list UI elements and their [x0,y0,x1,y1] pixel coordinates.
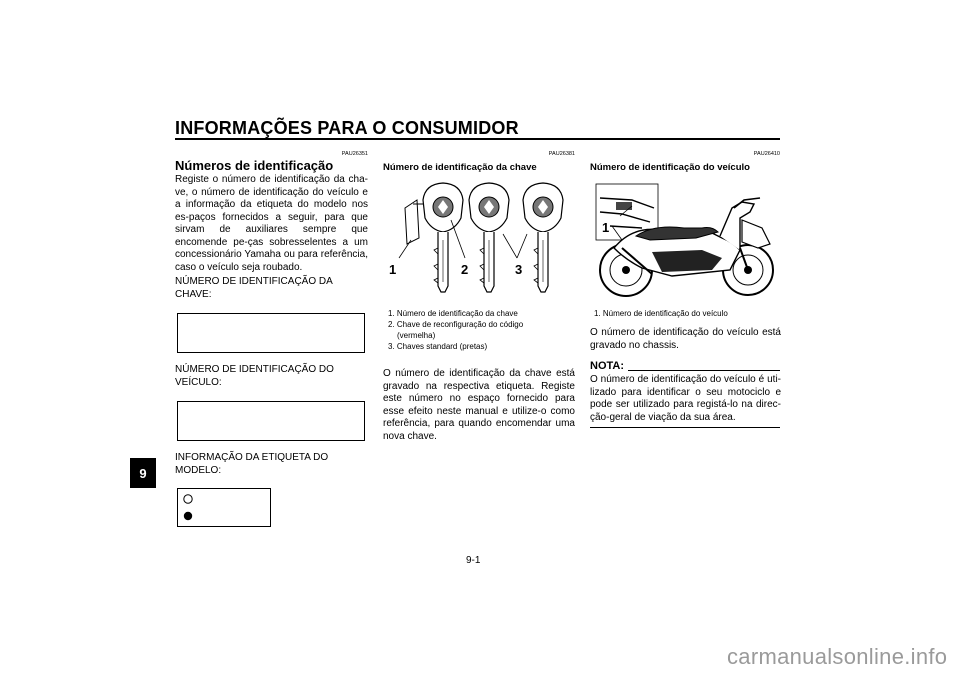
section-code: PAU26351 [341,151,368,157]
vehicle-paragraph: O número de identificação do veículo está gravado no chassis. [590,327,781,351]
model-label-symbols [178,489,270,526]
vehicle-caption [594,308,728,319]
callout-2: 2 [461,262,469,277]
keys-caption-list [388,308,523,352]
callout-leader [517,234,527,258]
vehicle-number-label-line: VEÍCULO: [175,376,222,388]
title-rule [175,138,780,140]
section-code: PAU26381 [548,151,575,157]
nota-rule-bottom [590,427,780,428]
vehicle-number-label [175,364,334,389]
keys-illustration [385,178,580,303]
nota-label: NOTA: [590,360,625,372]
section-heading: Número de identificação do veículo [590,162,750,173]
open-circle-icon [184,495,192,503]
scooter-illustration [592,178,782,303]
key-number-field [177,313,365,353]
model-label-label-line: INFORMAÇÃO DA ETIQUETA DO [175,452,329,463]
caption-item: 3. Chaves standard (pretas) [388,342,488,351]
section-code: PAU26410 [753,151,780,157]
watermark-text: carmanualsonline.info [727,644,948,669]
section-heading: Números de identificação [175,158,334,173]
caption-item: 1. Número de identificação da chave [388,309,518,318]
callout-leader [451,220,465,258]
model-label-field [177,488,271,527]
caption-item: (vermelha) [397,331,436,340]
section-heading: Número de identificação da chave [383,162,537,173]
chapter-tab: 9 [130,458,156,488]
key-standard-2 [523,183,563,292]
nota-paragraph: O número de identificação do veículo é uti-lizado para identificar o seu motociclo e pode ser utilizado para registá-lo na direc-ção-geral de viação da sua área. [590,374,781,423]
key-code-reset [423,183,463,292]
page-title: INFORMAÇÕES PARA O CONSUMIDOR [175,118,519,138]
model-label-label [175,452,328,477]
key-number-label [175,276,333,301]
vehicle-number-field [177,401,365,441]
callout-3: 3 [515,262,523,277]
key-number-label-line: NÚMERO DE IDENTIFICAÇÃO DA [175,276,333,287]
intro-paragraph: Registe o número de identificação da cha-ve, o número de identificação do veículo e a informação da etiqueta do modelo nos es-paços fornecidos a seguir, para que sirvam de auxiliares sempre que encomende pe-ças sobresselentes a um concessionário Yamaha ou para referência, caso o veículo seja roubado. [175,174,368,273]
model-label-label-line: MODELO: [175,464,222,476]
page-number: 9-1 [466,555,481,566]
callout-leader [503,234,517,258]
callout-1: 1 [389,262,397,277]
key-paragraph: O número de identificação da chave está gravado na respectiva etiqueta. Registe este número no espaço fornecido para esse efeito neste manual e utilize-o como referência, para quando encomendar uma nova chave. [383,368,575,442]
key-standard-1 [469,183,509,292]
filled-circle-icon [184,512,192,520]
vehicle-number-label-line: NÚMERO DE IDENTIFICAÇÃO DO [175,364,334,375]
callout-leader [399,240,411,258]
caption-item: 1. Número de identificação do veículo [594,309,728,318]
callout-1: 1 [602,220,610,235]
caption-item: 2. Chave de reconfiguração do código [388,320,524,329]
key-number-label-line: CHAVE: [175,288,212,300]
nota-rule-top [628,370,780,371]
